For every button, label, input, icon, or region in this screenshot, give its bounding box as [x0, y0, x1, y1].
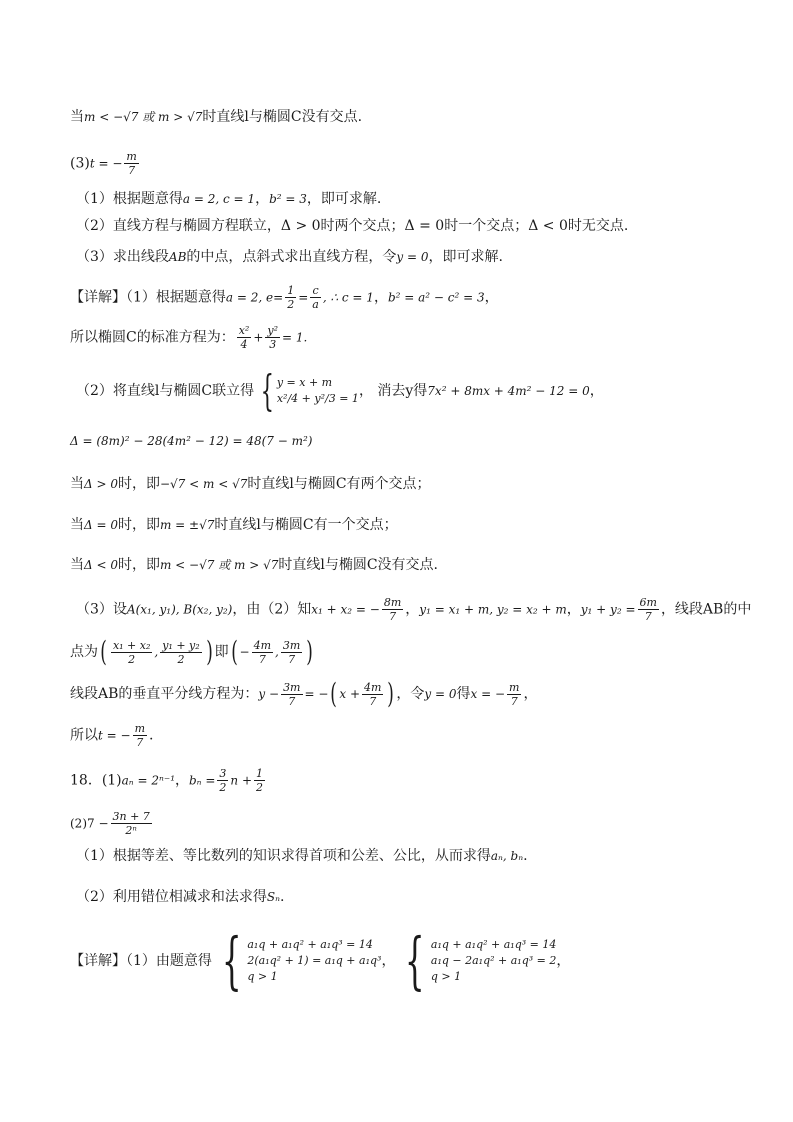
line-21: 【详解】（1）由题意得 { a₁q + a₁q² + a₁q³ = 14 2(a₁q² + 1) = a₁q + a₁q³ q > 1 ， { a₁q + a₁q² + a₁q³ = 14 a₁q − 2a₁q² + a₁q³ = 2 q > 1 ，: [70, 924, 571, 997]
line-11: 当Δ = 0时，即m = ±√7时直线l与椭圆C有一个交点；: [70, 517, 398, 533]
line-20: （2）利用错位相减求和法求得Sₙ.: [76, 889, 285, 905]
line-5: （3）求出线段AB的中点，点斜式求出直线方程，令y = 0，即可求解.: [76, 249, 503, 265]
line-1: [70, 108, 362, 126]
line-3: （1）根据题意得a = 2, c = 1，b² = 3，即可求解.: [76, 191, 382, 207]
text: (3): [70, 155, 90, 172]
text: 当: [70, 109, 84, 125]
fraction: $\frac{\text{y²}}{3}$: [267, 324, 279, 351]
line-17: 18．(1)aₙ = 2ⁿ⁻¹，bₙ = $\frac{3}{2}$ n + $\frac{1}{2}$: [70, 767, 264, 794]
line-8: （2）将直线l与椭圆C联立得 { y = x + m x²/4 + y²/3 = 1 ， 消去y得7x² + 8mx + 4m² − 12 = 0，: [76, 366, 604, 415]
line-14: 点为( $\frac{\text{x₁ + x₂}}{2}$ , $\frac{\text{y₁ + y₂}}{2}$ ) 即( − $\frac{4m}{7}$ , $\frac{3m}{7}$ ): [70, 635, 314, 668]
line-6: 【详解】（1）根据题意得a = 2, e= $\frac{1}{2}$ = $\frac{c}{a}$ , ∴ c = 1，b² = a² − c² = 3，: [70, 284, 499, 311]
fraction: $\frac{\text{x²}}{4}$: [238, 324, 250, 351]
equation-system: { y = x + m x²/4 + y²/3 = 1: [260, 366, 359, 415]
line-2: [70, 150, 141, 177]
fraction: $\frac{m}{7}$: [126, 150, 137, 177]
line-15: 线段AB的垂直平分线方程为：y − $\frac{3m}{7}$ = −( x + $\frac{4m}{7}$ ) ，令y = 0得x = − $\frac{m}{7}$ ，: [70, 677, 538, 710]
line-19: （1）根据等差、等比数列的知识求得首项和公差、公比，从而求得aₙ, bₙ.: [76, 848, 528, 864]
equation-system: { a₁q + a₁q² + a₁q³ = 14 a₁q − 2a₁q² + a₁q³ = 2 q > 1: [405, 924, 557, 997]
equation-system: { a₁q + a₁q² + a₁q³ = 14 2(a₁q² + 1) = a₁q + a₁q³ q > 1: [221, 924, 382, 997]
line-9: Δ = (8m)² − 28(4m² − 12) = 48(7 − m²): [70, 434, 313, 448]
math: t = −: [89, 156, 123, 171]
line-18: (2)7 − $\frac{3n + 7}{\text{2ⁿ}}$: [70, 810, 150, 837]
line-12: 当Δ < 0时，即m < −√7 或 m > √7时直线l与椭圆C没有交点.: [70, 557, 438, 573]
fraction: $\frac{1}{2}$: [287, 284, 295, 311]
line-7: 所以椭圆C的标准方程为： $\frac{\text{x²}}{4}$ + $\frac{\text{y²}}{3}$ = 1.: [70, 324, 308, 351]
line-4: （2）直线方程与椭圆方程联立，Δ > 0时两个交点；Δ = 0时一个交点；Δ < 0时无交点.: [76, 218, 629, 234]
text: 时直线l与椭圆C没有交点.: [202, 109, 363, 125]
line-13: （3）设A(x₁, y₁), B(x₂, y₂)，由（2）知x₁ + x₂ = − $\frac{8m}{7}$ ，y₁ = x₁ + m, y₂ = x₂ + m，y₁ + y₂ = $\frac{6m}{7}$ ，线段AB的中: [76, 596, 752, 623]
line-16: 所以t = − $\frac{m}{7}$ .: [70, 722, 154, 749]
math: m < −√7 或 m > √7: [84, 110, 203, 124]
line-10: 当Δ > 0时，即−√7 < m < √7时直线l与椭圆C有两个交点；: [70, 476, 431, 492]
fraction: $\frac{c}{a}$: [312, 284, 319, 311]
